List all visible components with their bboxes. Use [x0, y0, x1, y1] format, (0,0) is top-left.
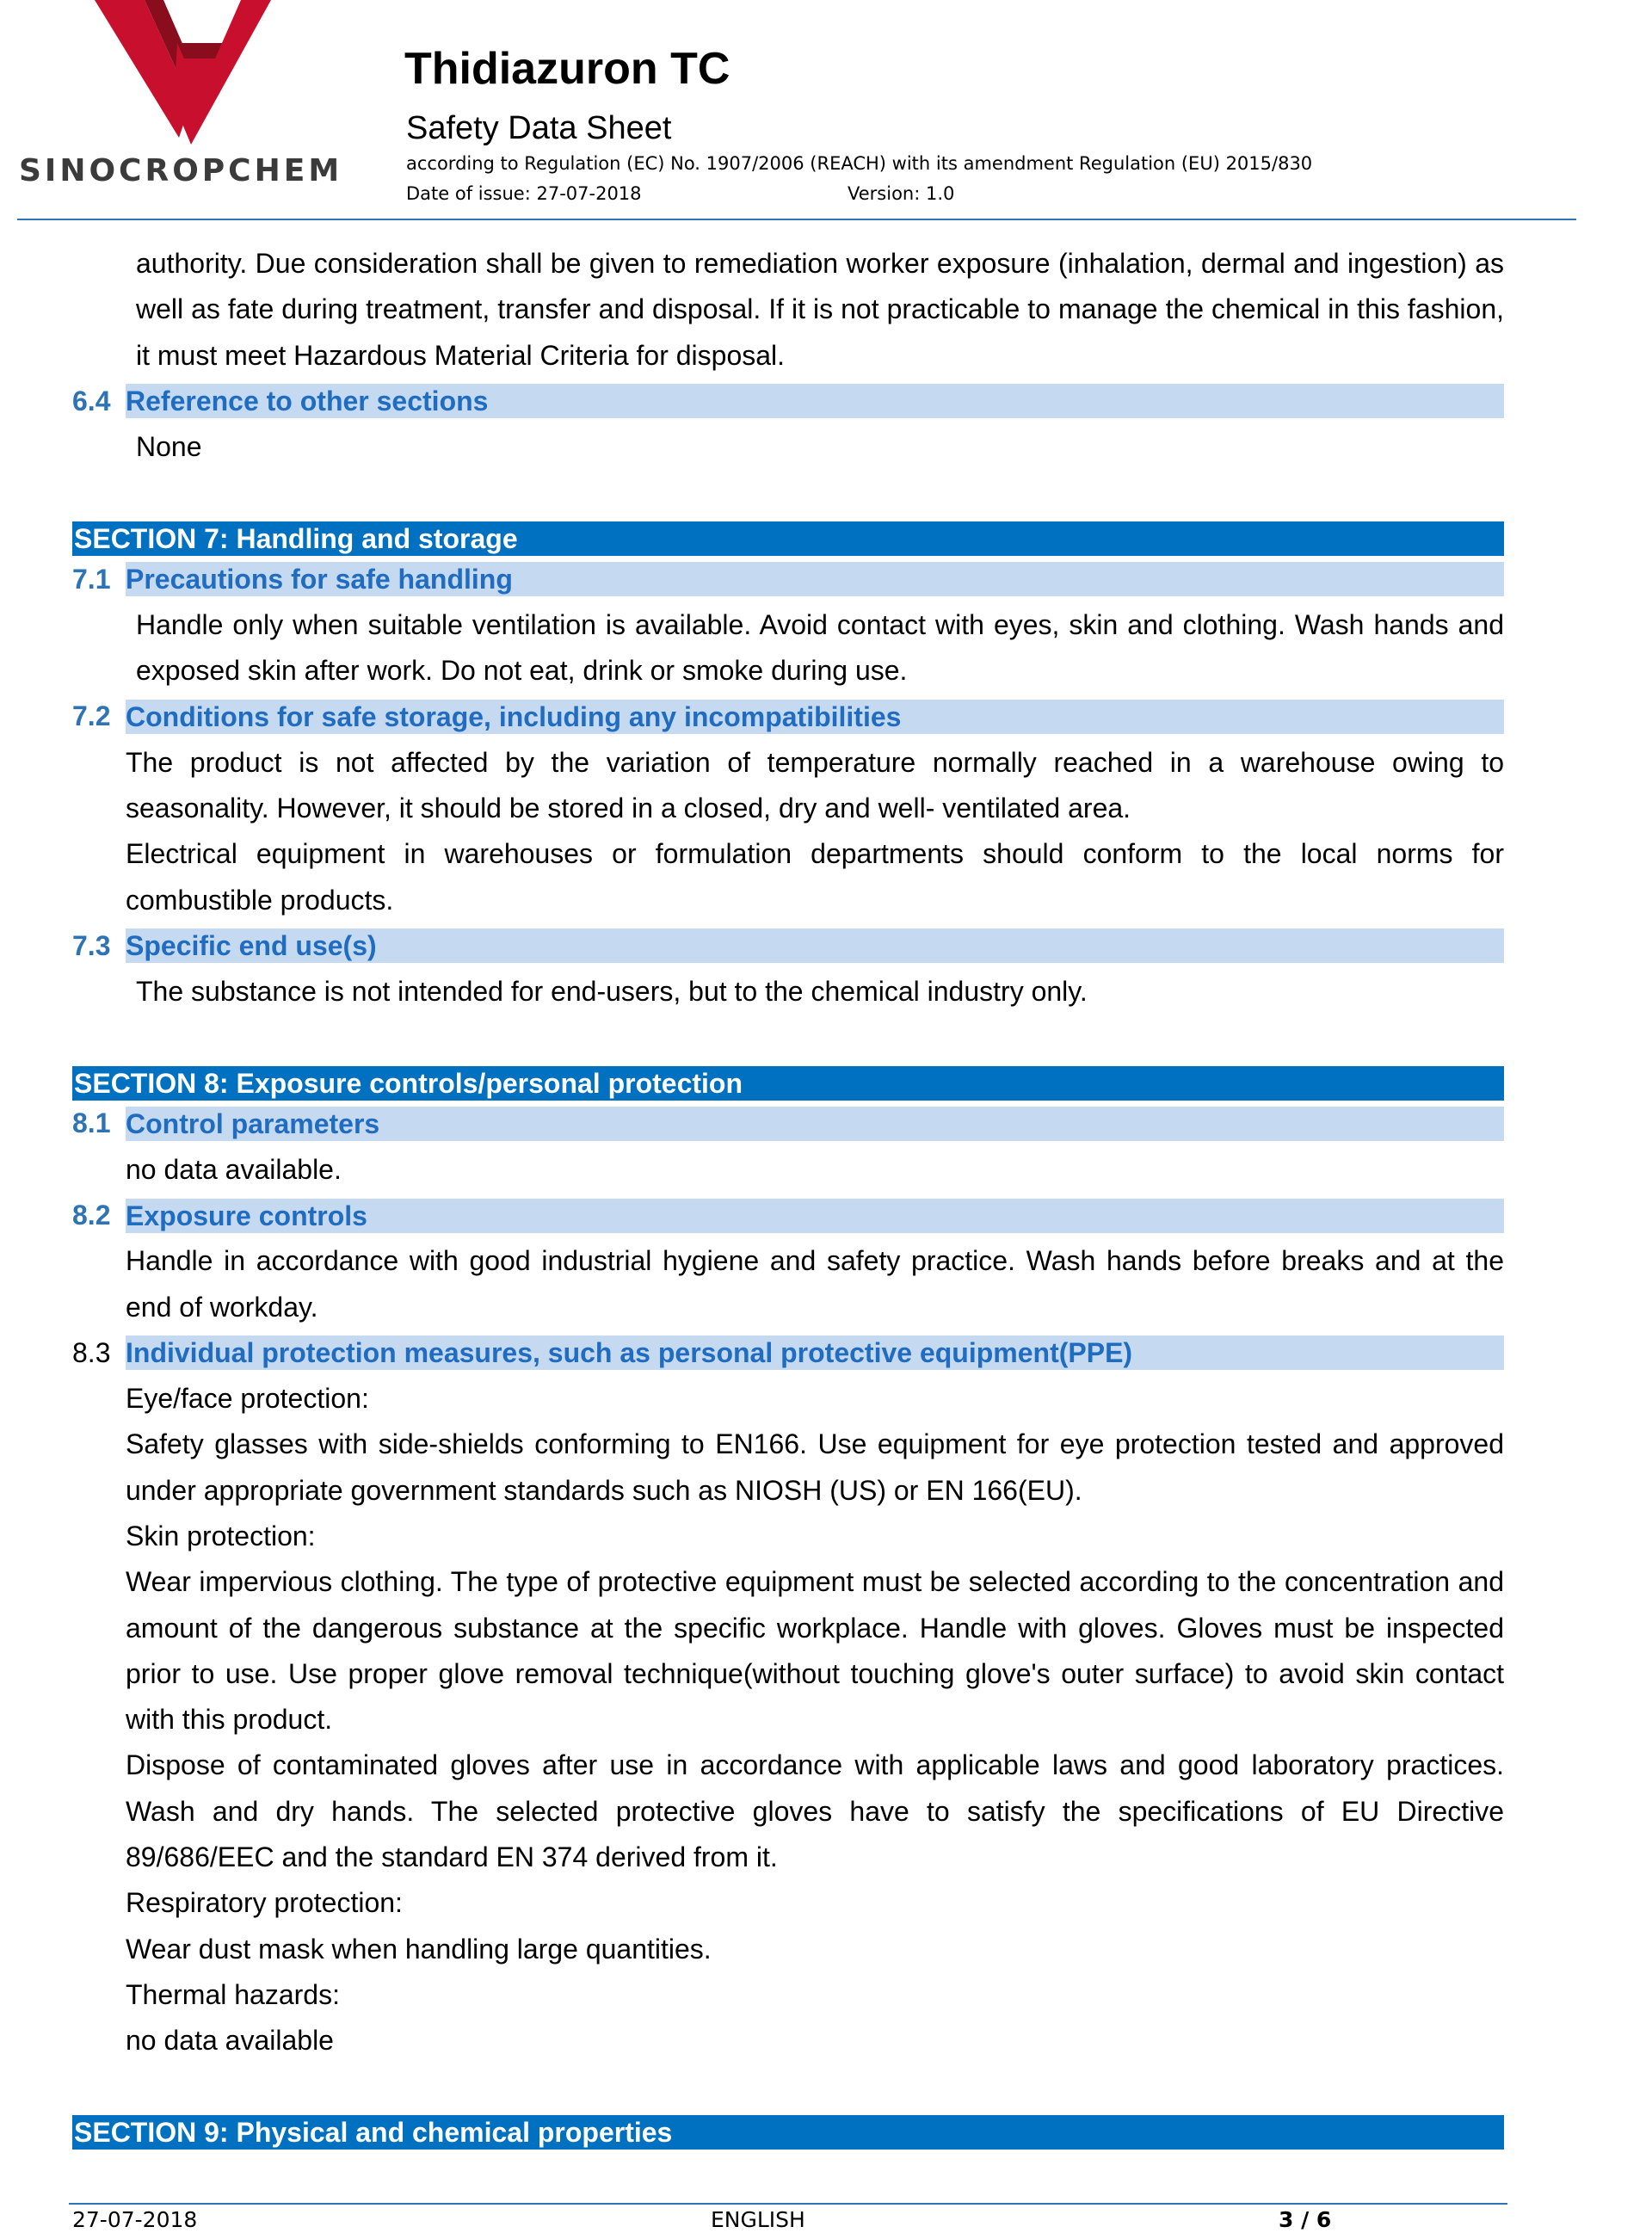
spacer: [72, 1015, 1504, 1060]
document-title: Thidiazuron TC: [404, 44, 730, 94]
page-number: 3 / 6: [1279, 2207, 1332, 2232]
subsection-8-1-heading: [72, 1107, 1504, 1141]
subsection-8-2-heading: [72, 1199, 1504, 1233]
subsection-title: Specific end use(s): [126, 928, 1504, 963]
subsection-8-1-text: no data available.: [126, 1153, 342, 1185]
section-8-heading: SECTION 8: Exposure controls/personal protection: [72, 1066, 1504, 1101]
respiratory-protection-label: Respiratory protection:: [126, 1887, 403, 1919]
subsection-title: Exposure controls: [126, 1199, 1504, 1233]
subsection-8-2-text: Handle in accordance with good industrial hygiene and safety practice. Wash hands before breaks and at the end of workday.: [126, 1245, 1504, 1323]
subsection-title: Conditions for safe storage, including any incompatibilities: [126, 700, 1504, 734]
subsection-7-1-heading: [72, 562, 1504, 596]
subsection-6-4-heading: [72, 384, 1504, 418]
subsection-7-2-text-1: The product is not affected by the variation of temperature normally reached in a warehouse owing to seasonality. However, it should be stored in a closed, dry and well- ventilated area.: [126, 746, 1504, 823]
subsection-7-3-heading: [72, 928, 1504, 963]
logo-emblem-icon: [95, 0, 284, 151]
thermal-hazards-label: Thermal hazards:: [126, 1978, 340, 2010]
eye-protection-label: Eye/face protection:: [126, 1383, 369, 1415]
subsection-number: 7.2: [72, 700, 111, 732]
thermal-hazards-text: no data available: [126, 2025, 334, 2057]
footer-date: 27-07-2018: [72, 2207, 198, 2232]
brand-name: SINOCROPCHEM: [19, 153, 343, 188]
subsection-number: 7.1: [72, 563, 111, 595]
subsection-title: Reference to other sections: [126, 384, 1504, 418]
subsection-7-1-text: Handle only when suitable ventilation is available. Avoid contact with eyes, skin and clothing. Wash hands and exposed skin after work. Do not eat, drink or smoke during use.: [136, 608, 1504, 687]
subsection-7-2-heading: [72, 700, 1504, 734]
subsection-title: Individual protection measures, such as personal protective equipment(PPE): [126, 1335, 1504, 1370]
footer-language: ENGLISH: [711, 2207, 805, 2232]
skin-protection-label: Skin protection:: [126, 1520, 316, 1551]
spacer: [72, 470, 1504, 515]
subsection-title: Precautions for safe handling: [126, 562, 1504, 596]
subsection-number: 8.2: [72, 1200, 111, 1231]
eye-protection-text: Safety glasses with side-shields conforming to EN166. Use equipment for eye protection tested and approved under appropriate government standards such as NIOSH (US) or EN 166(EU).: [126, 1428, 1504, 1506]
subsection-number: 7.3: [72, 929, 111, 961]
section-9-heading: SECTION 9: Physical and chemical properties: [72, 2115, 1504, 2150]
subsection-number: 8.1: [72, 1107, 111, 1139]
regulation-note: according to Regulation (EC) No. 1907/2006 (REACH) with its amendment Regulation (EU) 2015/830: [406, 153, 1313, 174]
version: Version: 1.0: [848, 183, 955, 204]
document-subtitle: Safety Data Sheet: [406, 110, 672, 146]
date-of-issue: Date of issue: 27-07-2018: [406, 183, 642, 204]
subsection-7-2-text-2: Electrical equipment in warehouses or formulation departments should conform to the local norms for combustible products.: [126, 838, 1504, 916]
subsection-8-3-heading: [72, 1335, 1504, 1370]
respiratory-protection-text: Wear dust mask when handling large quantities.: [126, 1933, 712, 1965]
subsection-6-4-text: None: [136, 431, 202, 463]
subsection-number: 6.4: [72, 385, 111, 416]
skin-protection-text-1: Wear impervious clothing. The type of protective equipment must be selected according to the concentration and amount of the dangerous substance at the specific workplace. Handle with gloves. Gloves must be inspected prior to use. Use proper glove removal technique(without touching glove's outer surface) to avoid skin contact with this product.: [126, 1566, 1504, 1736]
spacer: [72, 2064, 1504, 2110]
header-divider: [17, 219, 1576, 220]
document-body: [72, 241, 1504, 2156]
subsection-7-3-text: The substance is not intended for end-users, but to the chemical industry only.: [136, 976, 1088, 1008]
section-7-heading: SECTION 7: Handling and storage: [72, 521, 1504, 556]
footer-divider: [69, 2203, 1507, 2205]
subsection-number: 8.3: [72, 1336, 111, 1368]
skin-protection-text-2: Dispose of contaminated gloves after use in accordance with applicable laws and good laboratory practices. Wash and dry hands. The selected protective gloves have to satisfy the specifications of EU Directive 89/686/EEC and the standard EN 374 derived from it.: [126, 1749, 1504, 1873]
subsection-title: Control parameters: [126, 1107, 1504, 1141]
sinocropchem-logo: [19, 0, 354, 194]
section-6-continuation: authority. Due consideration shall be given to remediation worker exposure (inhalation, dermal and ingestion) as well as fate during treatment, transfer and disposal. If it is not practicable to manage the chemical in this fashion, it must meet Hazardous Material Criteria for disposal.: [136, 248, 1504, 371]
